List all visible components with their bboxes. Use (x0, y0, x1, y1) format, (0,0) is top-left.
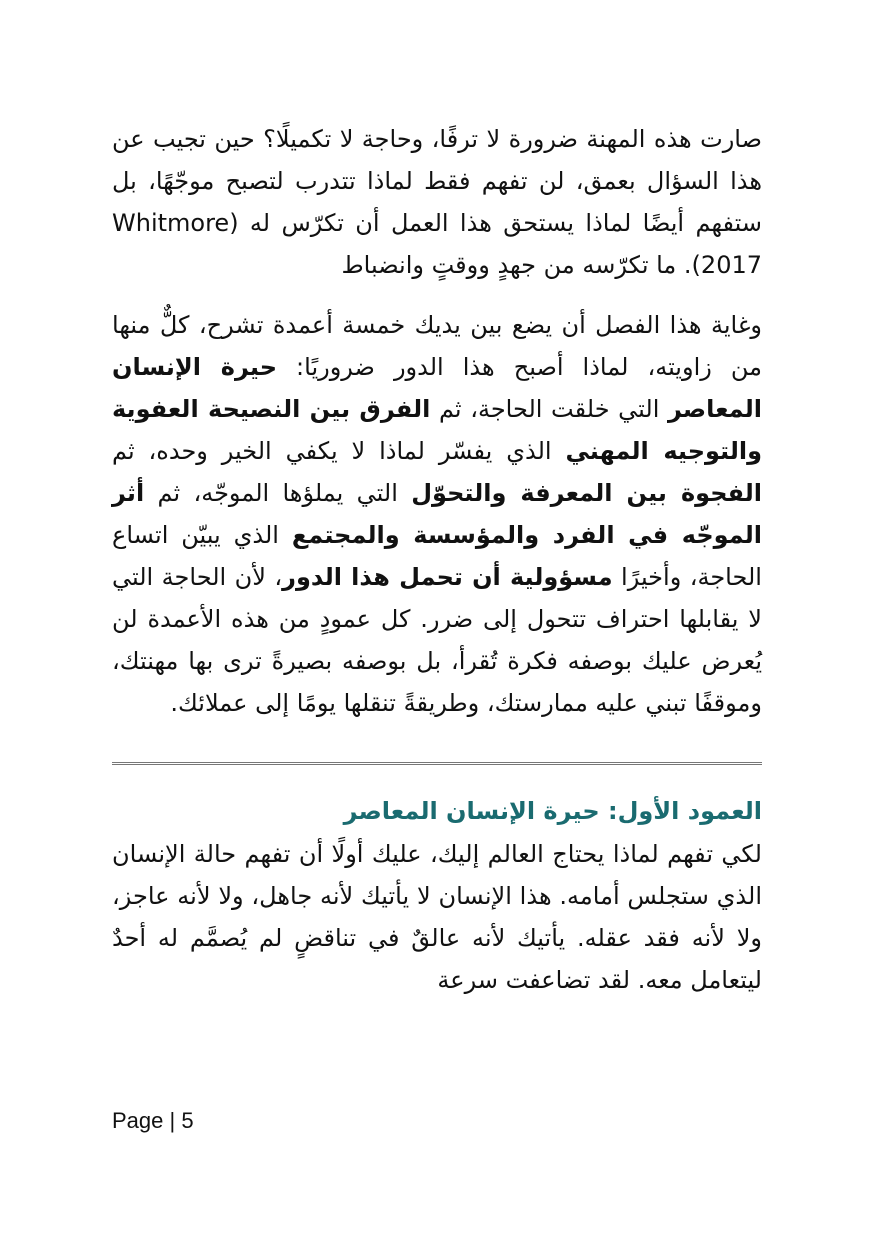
section-divider (112, 762, 762, 765)
paragraph-pillars-overview (112, 304, 762, 724)
pillar-1-bold: حيرة الإنسان المعاصر (112, 353, 763, 423)
paragraph-text: التي يملؤها الموجّه، ثم (144, 479, 412, 507)
paragraph-text: الذي يفسّر لماذا لا يكفي الخير وحده، ثم (112, 437, 566, 465)
pillar-2-bold: الفرق بين النصيحة العفوية والتوجيه المهني (112, 395, 762, 465)
section-heading: العمود الأول: حيرة الإنسان المعاصر (343, 797, 762, 825)
paragraph-intro-end (112, 118, 762, 286)
pillar-4-bold: أثر الموجّه في الفرد والمؤسسة والمجتمع (112, 479, 762, 549)
paragraph-text: لكي تفهم لماذا يحتاج العالم إليك، عليك أولًا أن تفهم حالة الإنسان الذي ستجلس أمامه. هذا الإنسان لا يأتيك لأنه جاهل، ولا لأنه عاجز، ولا لأنه فقد عقله. يأتيك لأنه عالقٌ في تناقضٍ لم يُصمَّم له أحدٌ ليتعامل معه. لقد تضاعفت سرعة (112, 840, 762, 994)
paragraph-pillar-one (112, 833, 762, 1001)
paragraph-text: صارت هذه المهنة ضرورة لا ترفًا، وحاجة لا تكميلًا؟ حين تجيب عن هذا السؤال بعمق، لن تفهم فقط لماذا تتدرب لتصبح موجّهًا، بل ستفهم أيضًا لماذا يستحق هذا العمل أن تكرّس له (Whitmore 2017). ما تكرّسه من جهدٍ ووقتٍ وانضباط (112, 125, 762, 279)
paragraph-text: ، لأن الحاجة التي لا يقابلها احتراف تتحول إلى ضرر. كل عمودٍ من هذه الأعمدة لن يُعرض عليك بوصفه فكرة تُقرأ، بل بوصفه بصيرةً ترى بها مهنتك، وموقفًا تبني عليه ممارستك، وطريقةً تنقلها يومًا إلى عملائك. (112, 563, 762, 717)
document-page (112, 112, 762, 1112)
pillar-5-bold: مسؤولية أن تحمل هذا الدور (282, 563, 613, 591)
paragraph-text: وغاية هذا الفصل أن يضع بين يديك خمسة أعمدة تشرح، كلٌّ منها من زاويته، لماذا أصبح هذا الدور ضروريًا: (112, 311, 763, 381)
paragraph-text: التي خلقت الحاجة، ثم (430, 395, 668, 423)
paragraph-text: الذي يبيّن اتساع الحاجة، وأخيرًا (112, 521, 762, 591)
pillar-3-bold: الفجوة بين المعرفة والتحوّل (411, 479, 762, 507)
page-number-footer: Page | 5 (112, 1108, 194, 1133)
